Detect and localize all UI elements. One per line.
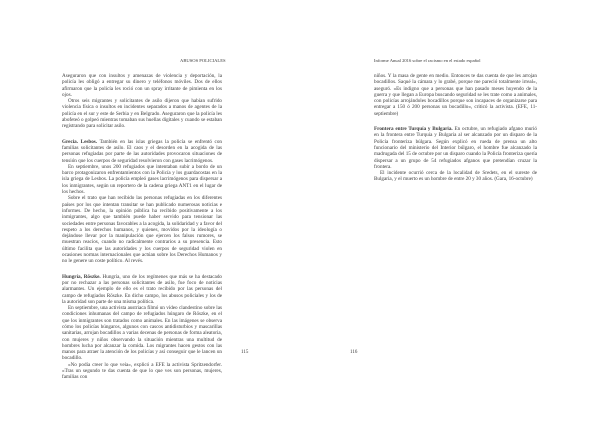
- paragraph-text: En septiembre, unos 200 refugiados que intentaban subir a bordo de un barco protagonizaron enfrentamientos con la Policía y los guardacostas en la isla griega de Lesbos. La policía empleó gases lacrimógenos para dispersar a los inmigrantes, según un reportero de la cadena griega ANT1 en el lugar de los hechos.: [62, 163, 222, 196]
- body-text: [62, 73, 222, 381]
- paragraph: [62, 195, 222, 264]
- body-text: [374, 73, 537, 183]
- section-paragraph: [62, 274, 222, 305]
- paragraph: [62, 164, 222, 195]
- section-heading: Frontera entre Turquía y Bulgaria.: [374, 126, 453, 133]
- paragraph-text: El incidente ocurrió cerca de la localidad de Sredets, en el sureste de Bulgaria, y el muerto es un hombre de entre 20 y 30 años. (Gara, 16-octubre): [374, 170, 537, 183]
- section-heading: Grecia. Lesbos.: [62, 138, 98, 145]
- section-heading: Hungría, Röszke.: [62, 273, 101, 280]
- paragraph-text: niños. Y la masa de gente en medio. Entonces te das cuenta de que les arrojan bocadillos. Saqué la cámara y lo grabé, porque me pareció totalmente irreal», aseguró. «Es indigno que a personas que han pasado meses huyendo de la guerra y que llegan a Europa buscando seguridad se les trate como a animales, con policías arrojándoles bocadillos porque son incapaces de organizarse para entregar a 150 ó 200 personas un bocadillo», criticó la activista. (EFE, 11-septiembre): [374, 73, 537, 117]
- paragraph: [62, 73, 222, 98]
- paragraph: [374, 73, 537, 117]
- paragraph-text: Sobre el trato que han recibido las personas refugiadas en los diferentes países por los que intentan transitar se han publicado numerosas noticias e informes. De hecho, la opinión pública ha recibido positivamente a los inmigrantes, algo que también puede haber servido para tensionar las sociedades entre personas favorables a la acogida, la solidaridad y a favor del respeto a los derechos humanos, y quienes, movidos por la ideología o dejándose llevar por la manipulación que ejercen los falsos rumores, se muestran reacios, cuando no radicalmente contrarios a su presencia. Esto último facilita que las autoridades y los cuerpos de seguridad violen en ocasiones normas internacionales que actúan sobre los Derechos Humanos y no le genere un coste político. Al revés.: [62, 195, 222, 265]
- paragraph-text: Otros seis migrantes y solicitantes de asilo dijeron que habían sufrido violencia física o insultos en incidentes separados a manos de agentes de la policía en el sur y este de Serbia y en Belgrado. Aseguraron que la policía les abofeteó o golpeó mientras tomaban sus huellas digitales y cuando se estaban registrando para solicitar asilo.: [62, 98, 222, 130]
- right-page: [300, 0, 600, 424]
- paragraph-text: Hungría, uno de los regímenes que más se ha destacado por no rechazar a las personas solicitantes de asilo, fue foco de noticias alarmantes. Un ejemplo de ello es el trato recibido por las personas del campo de refugiados Röszke. En dicho campo, los abusos policiales y los de la autoridad son parte de una misma política.: [62, 273, 222, 305]
- paragraph: [62, 305, 222, 362]
- paragraph-text: También en las islas griegas la policía se enfrentó con familias solicitantes de asilo. El caos y el desorden en la acogida de las personas refugiadas por parte de las autoridades provocaron situaciones de tensión que los cuerpos de seguridad resolvieron con gases lacrimógenos.: [62, 138, 222, 164]
- running-header: Informe Anual 2016 sobre el racismo en el estado español: [374, 58, 481, 63]
- paragraph-text: En septiembre, una activista austriaca filmó un vídeo clandestino sobre las condiciones inhumanas del campo de refugiados húngaro de Röszke, en el que los inmigrantes son tratados como animales. En las imágenes se observa cómo los policías húngaros, algunos con cascos antidisturbios y mascarillas sanitarias, arrojan bocadillos a varias decenas de personas de forma aleatoria, con mujeres y niños observando la situación mientras una multitud de hombres lucha por alcanzar la comida. Los migrantes hacen gestos con las manos para atraer la atención de los policías y así conseguir que le lancen un bocadillo.: [62, 305, 222, 362]
- page-number: 116: [350, 350, 358, 355]
- paragraph: [62, 362, 222, 381]
- running-header: ABUSOS POLICIALES: [180, 58, 226, 63]
- paragraph-text: «No podía creer lo que veía», explicó a EFE la activista Spritzendorfer. «Tras un segundo te das cuenta de que lo que ves son personas, mujeres, familias con: [62, 361, 222, 381]
- paragraph: [374, 170, 537, 183]
- paragraph: [62, 98, 222, 129]
- paragraph-text: En octubre, un refugiado afgano murió en la frontera entre Turquía y Bulgaria al ser alcanzado por un disparo de la Policía fronteriza búlgara. Según explicó en rueda de prensa un alto funcionario del ministerio del Interior búlgaro, el hombre fue alcanzado la madrugada del 15 de octubre por un disparo cuando la Policía fronteriza quería dispersar a un grupo de 54 refugiados afganos que pretendían cruzar la frontera.: [374, 126, 537, 170]
- section-paragraph: [374, 126, 537, 170]
- page-number: 115: [241, 350, 249, 355]
- paragraph-text: Aseguraron que con insultos y amenazas de violencia y deportación, la policía les obligó a entregar su dinero y teléfonos móviles. Dos de ellos afirmaron que la policía les roció con un spray irritante de pimienta en los ojos.: [62, 73, 222, 98]
- section-paragraph: [62, 139, 222, 164]
